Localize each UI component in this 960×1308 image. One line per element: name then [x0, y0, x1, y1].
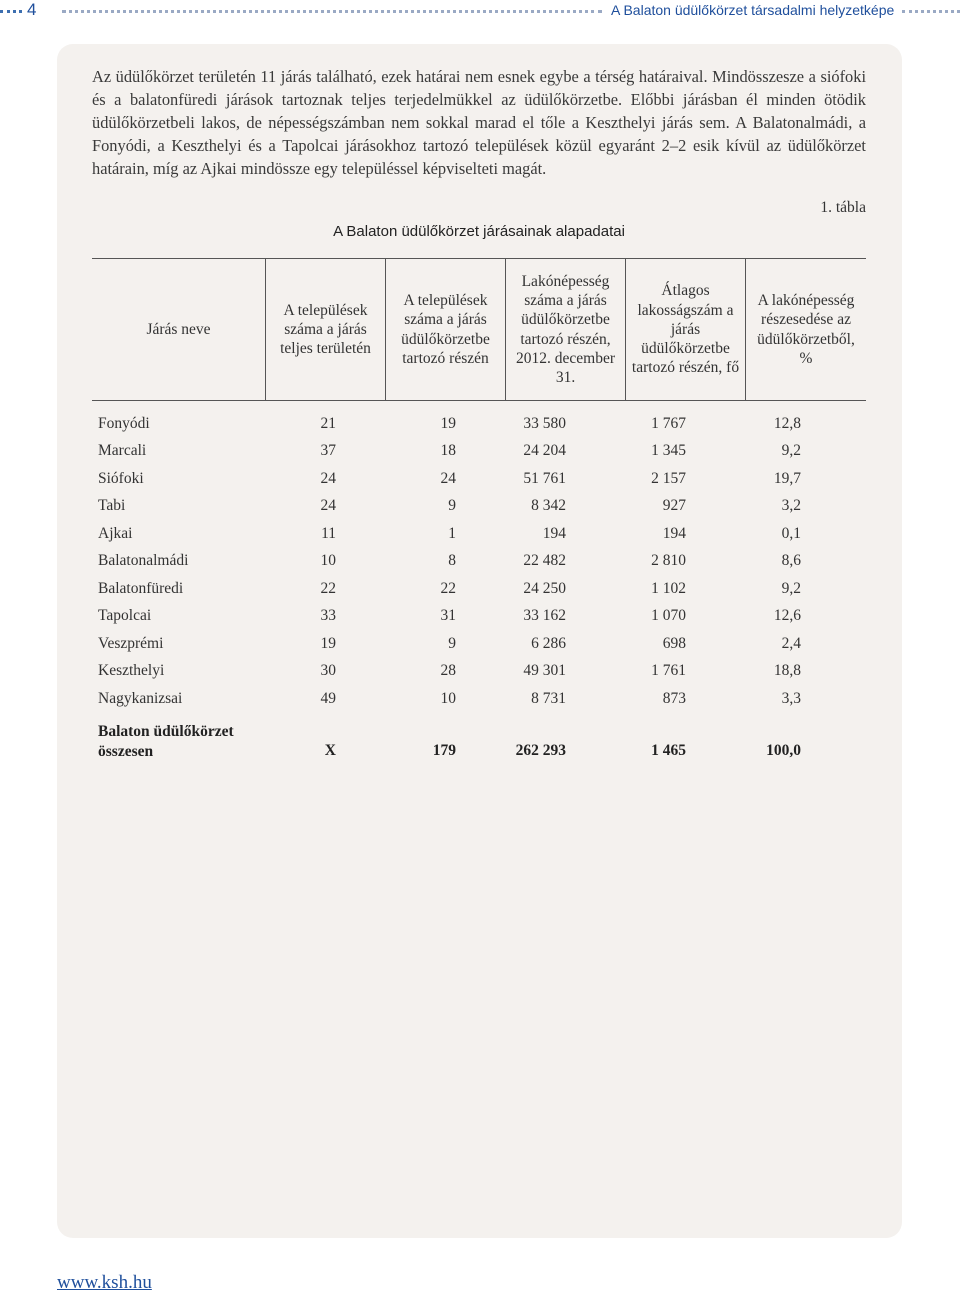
table-row: [92, 575, 866, 603]
average-population: 1 761: [651, 662, 686, 680]
total-population: 262 293: [515, 741, 566, 759]
settlements-total: 24: [320, 497, 336, 515]
population: 24 204: [523, 442, 566, 460]
table-title: A Balaton üdülőkörzet járásainak alapadatai: [333, 223, 625, 240]
settlements-resort: 9: [448, 634, 456, 652]
column-header-district: Járás neve: [92, 259, 266, 400]
district-name: Balatonalmádi: [98, 552, 189, 570]
average-population: 698: [662, 634, 686, 652]
average-population: 1 102: [651, 579, 686, 597]
table-header-rule: [92, 400, 866, 401]
district-name: Tabi: [98, 497, 126, 515]
total-settlements-resort: 179: [432, 741, 456, 759]
ksh-website-link[interactable]: www.ksh.hu: [57, 1272, 152, 1293]
settlements-total: 24: [320, 469, 336, 487]
average-population: 927: [662, 497, 686, 515]
population: 6 286: [531, 634, 566, 652]
population: 49 301: [523, 662, 566, 680]
settlements-total: 30: [320, 662, 336, 680]
settlements-total: 33: [320, 607, 336, 625]
average-population: 1 070: [651, 607, 686, 625]
population-share: 3,2: [781, 497, 801, 515]
table-row: [92, 410, 866, 438]
average-population: 2 157: [651, 469, 686, 487]
table-row: [92, 658, 866, 686]
settlements-total: 49: [320, 689, 336, 707]
settlements-resort: 28: [440, 662, 456, 680]
column-header-settlements-resort: A települések száma a járás üdülőkörzetbe tartozó részén: [386, 259, 506, 400]
average-population: 1 345: [651, 442, 686, 460]
population-share: 9,2: [781, 579, 801, 597]
settlements-resort: 8: [448, 552, 456, 570]
table-number: 1. tábla: [820, 199, 866, 216]
settlements-total: 37: [320, 442, 336, 460]
district-name: Fonyódi: [98, 414, 150, 432]
settlements-resort: 31: [440, 607, 456, 625]
population-share: 8,6: [781, 552, 801, 570]
district-name: Nagykanizsai: [98, 689, 183, 707]
table-row: [92, 520, 866, 548]
population-share: 2,4: [781, 634, 801, 652]
population-share: 12,6: [773, 607, 801, 625]
population-share: 0,1: [781, 524, 801, 542]
population: 8 731: [531, 689, 566, 707]
population: 33 162: [523, 607, 566, 625]
settlements-resort: 22: [440, 579, 456, 597]
settlements-total: 10: [320, 552, 336, 570]
settlements-resort: 1: [448, 524, 456, 542]
population-share: 19,7: [773, 469, 801, 487]
average-population: 2 810: [651, 552, 686, 570]
total-settlements-total: X: [324, 741, 336, 759]
district-name: Ajkai: [98, 524, 133, 542]
population-share: 18,8: [773, 662, 801, 680]
district-name: Keszthelyi: [98, 662, 165, 680]
table-row: [92, 603, 866, 631]
settlements-total: 19: [320, 634, 336, 652]
table-row: [92, 493, 866, 521]
table-total-row: [92, 714, 866, 762]
page-number: 4: [27, 0, 37, 19]
settlements-resort: 18: [440, 442, 456, 460]
table-row: [92, 630, 866, 658]
population: 24 250: [523, 579, 566, 597]
column-header-average-population: Átlagos lakosságszám a járás üdülőkörzetbe tartozó részén, fő: [626, 259, 746, 400]
population-share: 3,3: [781, 689, 801, 707]
population: 8 342: [531, 497, 566, 515]
total-population-share: 100,0: [766, 741, 801, 759]
district-name: Marcali: [98, 442, 147, 460]
settlements-resort: 10: [440, 689, 456, 707]
table-row: [92, 438, 866, 466]
table-row: [92, 685, 866, 713]
average-population: 873: [662, 689, 686, 707]
intro-paragraph: Az üdülőkörzet területén 11 járás található, ezek határai nem esnek egybe a térség határaival. Mindösszesze a siófoki és a balatonfüredi járások tartoznak teljes terjedelmükkel az üdülőkörzetbe. Előbbi járásban él minden ötödik üdülőkörzetbeli lakos, de népességszámban nem sokkal marad el tőle a Keszthelyi járás sem. A Balatonalmádi, a Fonyódi, a Keszthelyi és a Tapolcai járásokhoz tartozó települések közül egyaránt 2–2 esik kívül az üdülőkörzet határain, míg az Ajkai mindössze egy településsel képviselteti magát.: [92, 67, 866, 178]
header-dots-left: [0, 10, 22, 13]
population: 33 580: [523, 414, 566, 432]
district-name: Tapolcai: [98, 607, 152, 625]
settlements-total: 21: [320, 414, 336, 432]
average-population: 194: [662, 524, 686, 542]
population-share: 9,2: [781, 442, 801, 460]
column-header-settlements-total: A települések száma a járás teljes területén: [266, 259, 386, 400]
column-header-population-share: A lakónépesség részesedése az üdülőkörzetből, %: [757, 292, 855, 367]
table-header: [92, 259, 866, 400]
district-name: Siófoki: [98, 469, 144, 487]
column-header-population: Lakónépesség száma a járás üdülőkörzetbe tartozó részén, 2012. december 31.: [506, 259, 626, 400]
total-average-population: 1 465: [651, 741, 686, 759]
table-row: [92, 548, 866, 576]
table-body: [92, 410, 866, 762]
header-dots-middle: [62, 10, 602, 13]
population-share: 12,8: [773, 414, 801, 432]
population: 194: [542, 524, 566, 542]
population: 22 482: [523, 552, 566, 570]
settlements-resort: 24: [440, 469, 456, 487]
population: 51 761: [523, 469, 566, 487]
settlements-resort: 9: [448, 497, 456, 515]
settlements-resort: 19: [440, 414, 456, 432]
settlements-total: 22: [320, 579, 336, 597]
average-population: 1 767: [651, 414, 686, 432]
running-title: A Balaton üdülőkörzet társadalmi helyzetképe: [611, 2, 895, 18]
total-label: Balaton üdülőkörzet összesen: [98, 722, 234, 760]
header-dots-right: [902, 10, 960, 13]
table-row: [92, 465, 866, 493]
district-name: Balatonfüredi: [98, 579, 184, 597]
district-name: Veszprémi: [98, 634, 164, 652]
settlements-total: 11: [321, 524, 336, 542]
